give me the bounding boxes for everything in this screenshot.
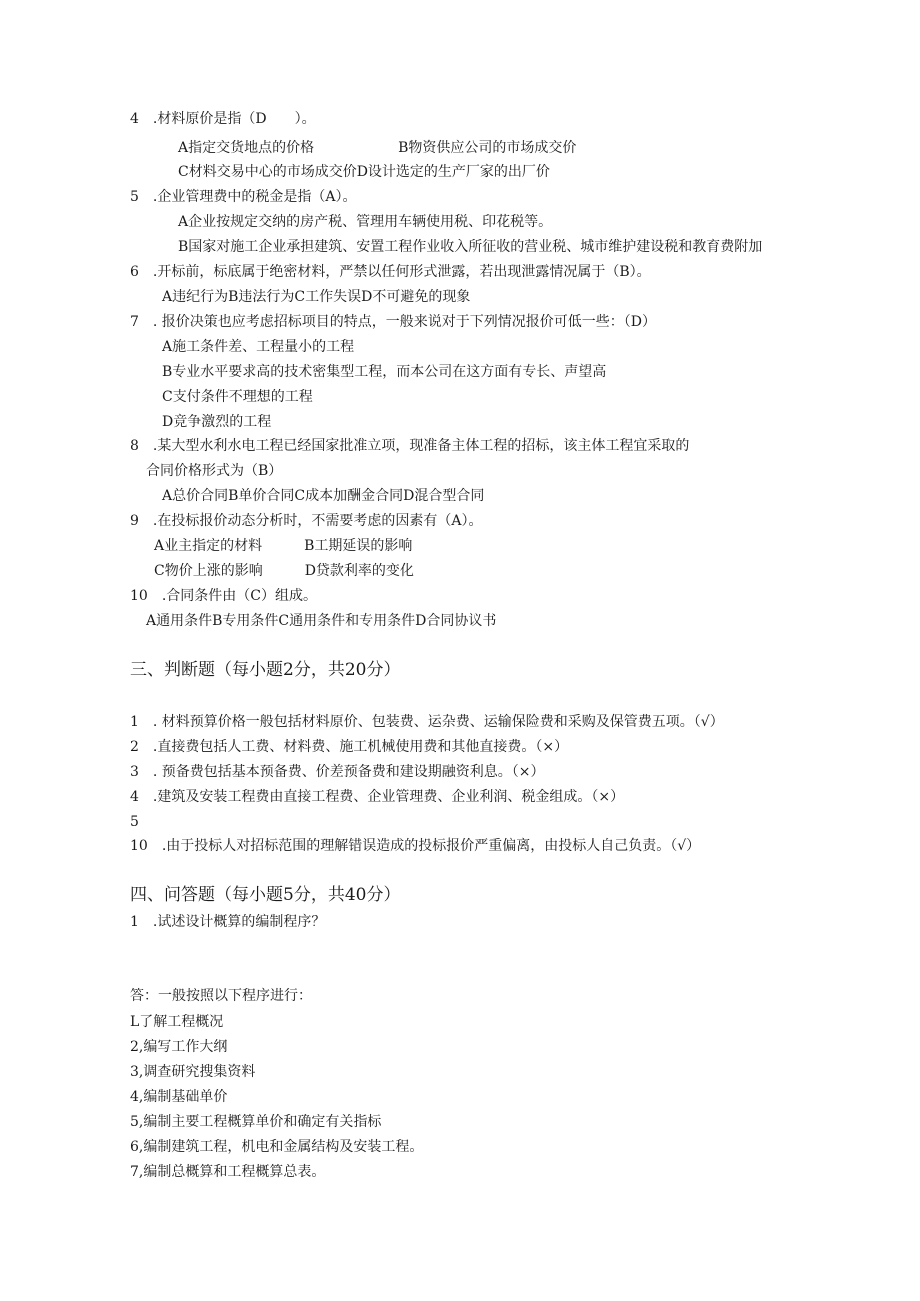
section-heading-judgment: 三、判断题（每小题2分，共20分）: [130, 660, 401, 680]
judgment-item-10: 10 .由于投标人对招标范围的理解错误造成的投标报价严重偏离，由投标人自己负责。（√）: [130, 838, 701, 854]
question-10: 10 .合同条件由（C）组成。: [130, 588, 317, 604]
question-7-option-d: D竞争激烈的工程: [162, 414, 272, 430]
question-4-options-ab: A指定交货地点的价格 B物资供应公司的市场成交价: [178, 140, 577, 156]
answer-step-5: 5,编制主要工程概算单价和确定有关指标: [130, 1114, 382, 1130]
answer-intro: 答：一般按照以下程序进行：: [130, 988, 312, 1004]
judgment-item-3: 3 . 预备费包括基本预备费、价差预备费和建设期融资利息。（×）: [130, 764, 545, 780]
answer-step-1: L了解工程概况: [130, 1014, 224, 1030]
section-heading-qa: 四、问答题（每小题5分，共40分）: [130, 885, 401, 905]
answer-step-3: 3,调查研究搜集资料: [130, 1064, 256, 1080]
question-8-options: A总价合同B单价合同C成本加酬金合同D混合型合同: [162, 488, 485, 504]
answer-step-7: 7,编制总概算和工程概算总表。: [130, 1164, 326, 1180]
answer-step-4: 4,编制基础单价: [130, 1089, 228, 1105]
question-8-continued: 合同价格形式为（B）: [146, 463, 283, 479]
judgment-item-1: 1 . 材料预算价格一般包括材料原价、包装费、运杂费、运输保险费和采购及保管费五项。（√）: [130, 714, 724, 730]
question-5-option-a: A企业按规定交纳的房产税、管理用车辆使用税、印花税等。: [178, 214, 553, 230]
question-4-options-cd: C材料交易中心的市场成交价D设计选定的生产厂家的出厂价: [178, 164, 550, 180]
question-7-option-a: A施工条件差、工程量小的工程: [162, 339, 355, 355]
question-9-options-cd: C物价上涨的影响 D贷款利率的变化: [154, 563, 414, 579]
question-9: 9 .在投标报价动态分析时，不需要考虑的因素有（A）。: [130, 513, 483, 529]
answer-step-6: 6,编制建筑工程，机电和金属结构及安装工程。: [130, 1139, 424, 1155]
question-9-options-ab: A业主指定的材料 B工期延误的影响: [154, 538, 413, 554]
question-7-option-b: B专业水平要求高的技术密集型工程，而本公司在这方面有专长、声望高: [162, 364, 607, 380]
question-5-option-b: B国家对施工企业承担建筑、安置工程作业收入所征收的营业税、城市维护建设税和教育费附加: [178, 239, 763, 255]
question-7: 7 . 报价决策也应考虑招标项目的特点，一般来说对于下列情况报价可低一些：（D）: [130, 314, 657, 330]
question-6-options: A违纪行为B违法行为C工作失误D不可避免的现象: [162, 289, 471, 305]
answer-step-2: 2,编写工作大纲: [130, 1039, 228, 1055]
question-7-option-c: C支付条件不理想的工程: [162, 389, 313, 405]
question-4: 4 .材料原价是指（D ）。: [130, 111, 316, 127]
judgment-item-2: 2 .直接费包括人工费、材料费、施工机械使用费和其他直接费。（×）: [130, 739, 569, 755]
question-6: 6 .开标前，标底属于绝密材料，严禁以任何形式泄露，若出现泄露情况属于（B）。: [130, 264, 651, 280]
qa-question-1: 1 .试述设计概算的编制程序？: [130, 914, 326, 930]
judgment-item-5: 5: [130, 814, 139, 830]
judgment-item-4: 4 .建筑及安装工程费由直接工程费、企业管理费、企业利润、税金组成。（×）: [130, 789, 625, 805]
question-10-options: A通用条件B专用条件C通用条件和专用条件D合同协议书: [146, 613, 497, 629]
question-8: 8 .某大型水利水电工程已经国家批准立项，现准备主体工程的招标，该主体工程宜采取的: [130, 438, 690, 454]
question-5: 5 .企业管理费中的税金是指（A）。: [130, 189, 357, 205]
